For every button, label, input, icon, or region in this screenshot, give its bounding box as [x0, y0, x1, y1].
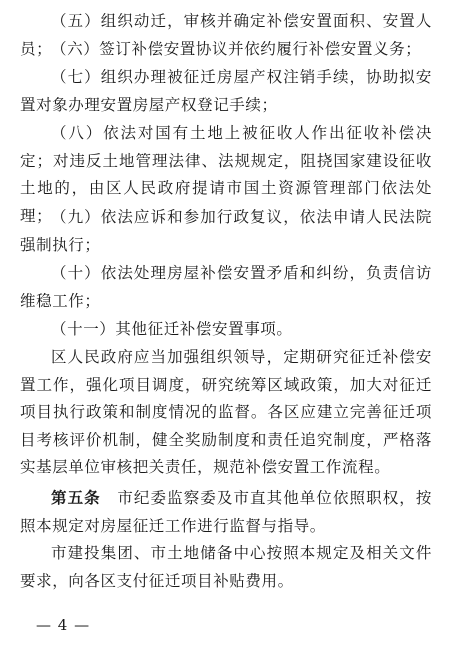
clause-9-paragraph	[20, 204, 432, 259]
article-5-label: 第五条	[51, 488, 101, 507]
funding-paragraph	[20, 540, 432, 595]
clause-10-text: （十）依法处理房屋补偿安置矛盾和纠纷，负责信访维稳工作；	[20, 264, 432, 310]
clause-8-text: （八）依法对国有土地上被征收人作出征收补偿决定；对违反土地管理法律、法规规定，阻挠国家建设征收土地的，由区人民政府提请市国土资源管理部门依法处理；	[20, 124, 432, 225]
clause-9-text: （九）依法应诉和参加行政复议，依法申请人民法院强制执行；	[20, 208, 432, 254]
district-government-text: 区人民政府应当加强组织领导，定期研究征迁补偿安置工作，强化项目调度，研究统筹区域政策，加大对征迁项目执行政策和制度情况的监督。各区应建立完善征迁项目考核评价机制，健全奖励制度和责任追究制度，严格落实基层单位审核把关责任，规范补偿安置工作流程。	[20, 348, 432, 476]
clause-7-paragraph	[20, 64, 432, 119]
clause-10-paragraph	[20, 260, 432, 315]
clause-5-text: （五）组织动迁，审核并确定补偿安置面积、安置人员；	[20, 12, 432, 58]
district-government-paragraph	[20, 344, 432, 482]
clause-6-text: （六）签订补偿安置协议并依约履行补偿安置义务；	[51, 40, 422, 58]
clause-11-paragraph	[20, 316, 432, 344]
clause-11-text: （十一）其他征迁补偿安置事项。	[51, 320, 293, 338]
clause-6-paragraph	[20, 36, 432, 64]
clause-7-text: （七）组织办理被征迁房屋产权注销手续，协助拟安置对象办理安置房屋产权登记手续；	[20, 68, 432, 114]
funding-text: 市建投集团、市土地储备中心按照本规定及相关文件要求，向各区支付征迁项目补贴费用。	[20, 544, 432, 590]
article-5-text: 市纪委监察委及市直其他单位依照职权，按照本规定对房屋征迁工作进行监督与指导。	[20, 489, 432, 535]
page-number: — 4 —	[36, 616, 91, 634]
article-5-paragraph	[20, 484, 432, 540]
